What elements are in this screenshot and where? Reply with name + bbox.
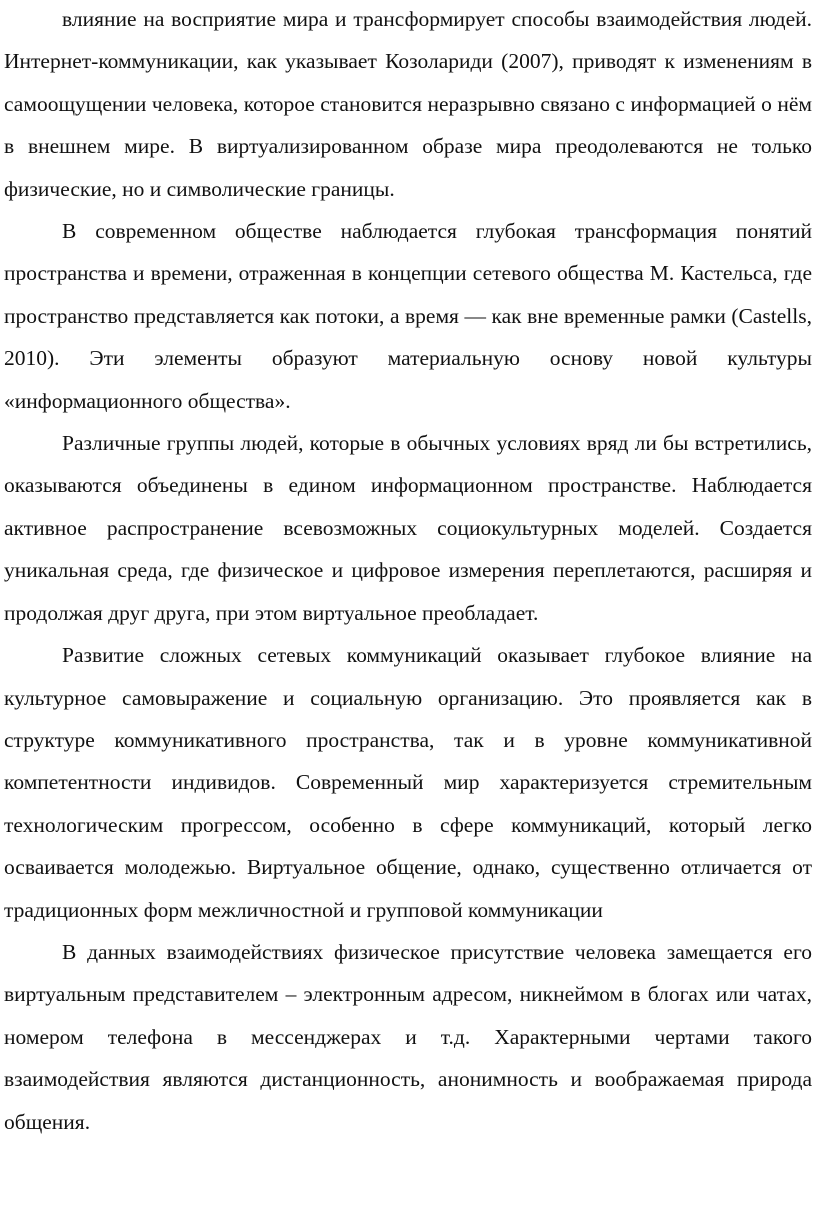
paragraph-5: В данных взаимодействиях физическое присутствие человека замещается его виртуальным представителем – электронным адресом, никнеймом в блогах или чатах, номером телефона в мессенджерах и т.д. Характерными чертами такого взаимодействия являются дистанционность, анонимность и воображаемая природа общения.	[4, 939, 812, 1134]
paragraph-1: влияние на восприятие мира и трансформирует способы взаимодействия людей. Интернет-коммуникации, как указывает Козолариди (2007), приводят к изменениям в самоощущении человека, которое становится неразрывно связано с информацией о нём в внешнем мире. В виртуализированном образе мира преодолеваются не только физические, но и символические границы.	[4, 7, 812, 201]
document-page	[4, 0, 812, 1143]
paragraph-4: Развитие сложных сетевых коммуникаций оказывает глубокое влияние на культурное самовыражение и социальную организацию. Это проявляется как в структуре коммуникативного пространства, так и в уровне коммуникативной компетентности индивидов. Современный мир характеризуется стремительным технологическим прогрессом, особенно в сфере коммуникаций, который легко осваивается молодежью. Виртуальное общение, однако, существенно отличается от традиционных форм межличностной и групповой коммуникации	[4, 643, 812, 922]
paragraph-2: В современном обществе наблюдается глубокая трансформация понятий пространства и времени, отраженная в концепции сетевого общества М. Кастельса, где пространство представляется как потоки, а время — как вне временные рамки (Castells, 2010). Эти элементы образуют материальную основу новой культуры «информационного общества».	[4, 219, 812, 413]
paragraph-3: Различные группы людей, которые в обычных условиях вряд ли бы встретились, оказываются объединены в едином информационном пространстве. Наблюдается активное распространение всевозможных социокультурных моделей. Создается уникальная среда, где физическое и цифровое измерения переплетаются, расширяя и продолжая друг друга, при этом виртуальное преобладает.	[4, 431, 812, 625]
